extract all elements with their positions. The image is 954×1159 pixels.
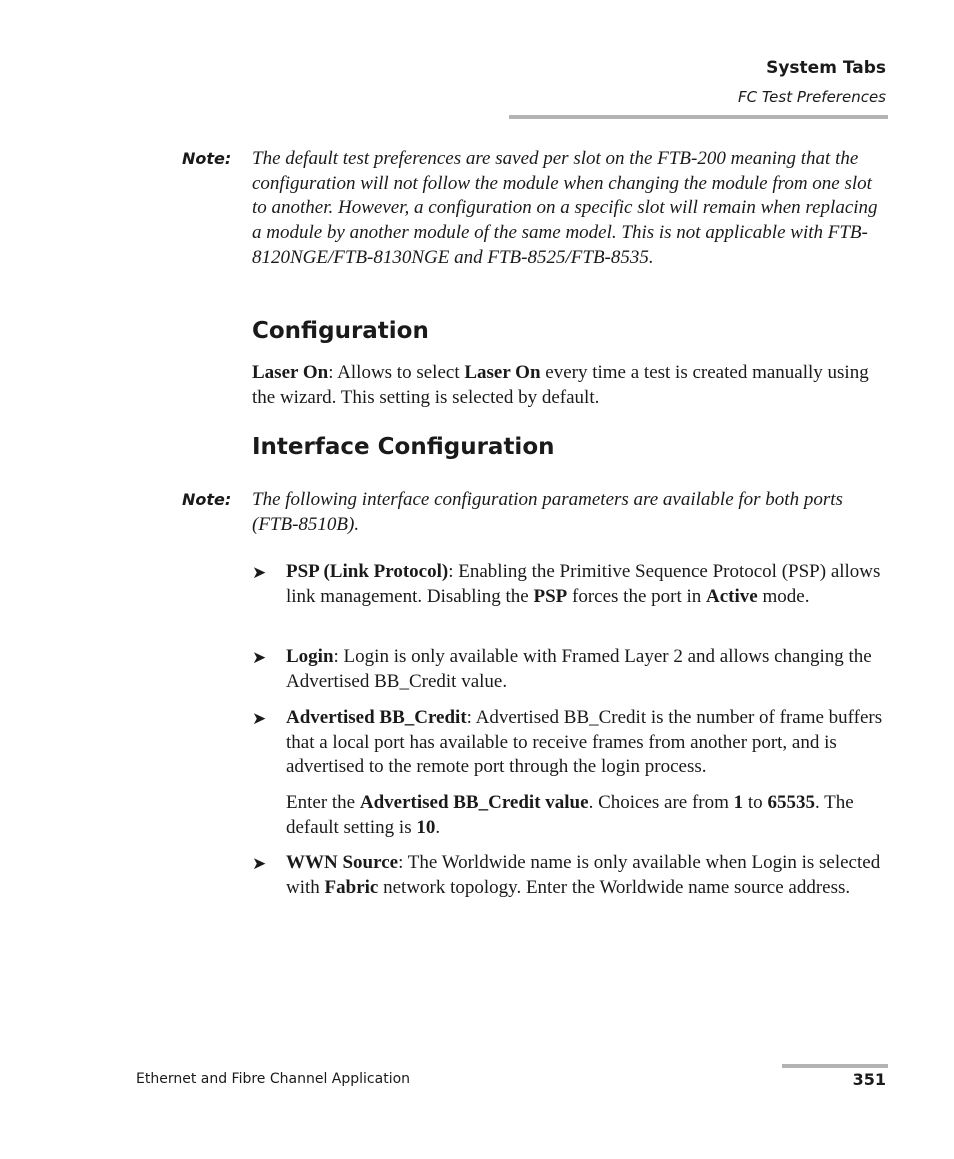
header-rule: [509, 115, 888, 119]
note-label: Note:: [182, 149, 232, 168]
bullet-arrow-icon: ➤: [252, 563, 267, 583]
footer-rule: [782, 1064, 888, 1068]
list-item-advertised-bb-credit: ➤ Advertised BB_Credit: Advertised BB_Credit is the number of frame buffers that a local port has available to receive frames from another port, and is advertised to the remote port through the login process.: [252, 707, 883, 778]
header-title: System Tabs: [766, 58, 886, 78]
page-number: 351: [852, 1070, 886, 1089]
list-item-login: ➤ Login: Login is only available with Framed Layer 2 and allows changing the Advertised BB_Credit value.: [252, 646, 872, 692]
bb-credit-value-paragraph: Enter the Advertised BB_Credit value. Choices are from 1 to 65535. The default setting is 10.: [286, 792, 854, 838]
list-item-wwn-source: ➤ WWN Source: The Worldwide name is only available when Login is selected with Fabric network topology. Enter the Worldwide name source address.: [252, 852, 881, 898]
list-item-psp: ➤ PSP (Link Protocol): Enabling the Primitive Sequence Protocol (PSP) allows link management. Disabling the PSP forces the port in Active mode.: [252, 561, 881, 607]
bullet-arrow-icon: ➤: [252, 709, 267, 729]
configuration-paragraph: Laser On: Allows to select Laser On every time a test is created manually using the wizard. This setting is selected by default.: [252, 362, 869, 408]
heading-interface-configuration: Interface Configuration: [252, 434, 555, 460]
term-laser-on: Laser On: [252, 362, 329, 383]
bullet-arrow-icon: ➤: [252, 854, 267, 874]
note-interface: [182, 488, 887, 537]
note-text: The following interface configuration parameters are available for both ports (FTB-8510B).: [252, 489, 843, 535]
note-label: Note:: [182, 490, 232, 509]
header-subtitle: FC Test Preferences: [737, 88, 886, 106]
note-text: The default test preferences are saved per slot on the FTB-200 meaning that the configuration will not follow the module when changing the module from one slot to another. However, a configuration on a specific slot will remain when replacing a module by another module of the same model. This is not applicable with FTB-8120NGE/FTB-8130NGE and FTB-8525/FTB-8535.: [252, 148, 878, 268]
footer-document-title: Ethernet and Fibre Channel Application: [136, 1071, 411, 1087]
bullet-arrow-icon: ➤: [252, 648, 267, 668]
note-default-preferences: [182, 147, 887, 271]
heading-configuration: Configuration: [252, 318, 429, 344]
